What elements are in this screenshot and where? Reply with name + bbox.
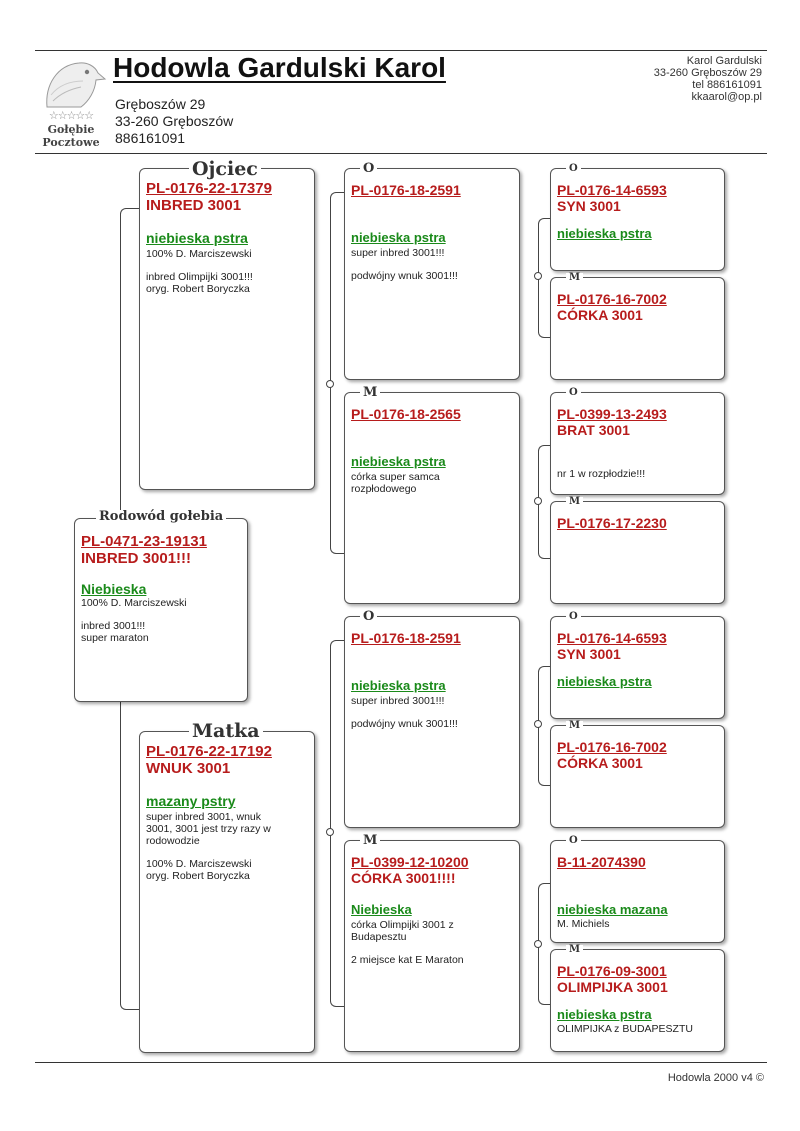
ring-number: B-11-2074390 <box>557 854 646 870</box>
pigeon-note: podwójny wnuk 3001!!! <box>351 718 458 730</box>
ring-number: PL-0176-16-7002 <box>557 739 667 755</box>
ring-number: PL-0176-17-2230 <box>557 515 667 531</box>
pigeon-name: CÓRKA 3001!!!! <box>351 870 456 886</box>
pigeon-name: INBRED 3001 <box>146 197 242 214</box>
contact-phone: tel 886161091 <box>692 79 762 91</box>
logo <box>35 55 107 147</box>
pigeon-note: M. Michiels <box>557 918 610 930</box>
address-line-1: Gręboszów 29 <box>115 96 206 112</box>
connector-knob <box>534 497 542 505</box>
pigeon-name <box>351 422 513 438</box>
ring-number: PL-0176-09-3001 <box>557 963 667 979</box>
connector-knob <box>534 720 542 728</box>
dam-label: M <box>566 273 583 283</box>
sire-label: O <box>360 610 377 623</box>
father-card <box>139 168 315 490</box>
dam-label: M <box>566 721 583 731</box>
connector-knob <box>326 828 334 836</box>
pigeon-note: 100% D. Marciszewski <box>146 248 252 260</box>
footer-credit: Hodowla 2000 v4 © <box>667 1072 764 1084</box>
page-title: Hodowla Gardulski Karol <box>113 52 446 83</box>
contact-block <box>654 55 762 103</box>
contact-name: Karol Gardulski <box>686 55 762 67</box>
sire-label: O <box>566 612 581 622</box>
pigeon-name: CÓRKA 3001 <box>557 307 643 323</box>
mother-card <box>139 731 315 1053</box>
ring-number: PL-0176-18-2591 <box>351 182 461 198</box>
ring-number: PL-0176-22-17379 <box>146 180 272 197</box>
dam-label: M <box>360 386 380 399</box>
logo-text-line1: Gołębie <box>47 123 95 136</box>
pigeon-name: INBRED 3001!!! <box>81 550 192 567</box>
connector-mother <box>330 640 345 1007</box>
connector-knob <box>534 272 542 280</box>
ring-number: PL-0176-14-6593 <box>557 182 667 198</box>
great-grandparent-card <box>550 277 725 380</box>
connector-knob <box>326 380 334 388</box>
pigeon-name: BRAT 3001 <box>557 422 630 438</box>
pigeon-name <box>351 198 513 214</box>
ring-number: PL-0399-13-2493 <box>557 406 667 422</box>
pigeon-name: SYN 3001 <box>557 198 621 214</box>
grandmother-maternal-card <box>344 840 520 1052</box>
mother-label: Matka <box>189 722 263 741</box>
logo-stars: ☆☆☆☆☆ <box>48 110 94 122</box>
address-line-2: 33-260 Gręboszów <box>115 113 234 129</box>
pigeon-color: niebieska mazana <box>557 902 668 917</box>
pigeon-name <box>351 646 513 662</box>
pigeon-color: niebieska pstra <box>351 454 446 469</box>
pigeon-color: niebieska pstra <box>557 226 652 241</box>
pigeon-color: niebieska pstra <box>557 674 652 689</box>
sire-label: O <box>360 162 377 175</box>
grandmother-paternal-card <box>344 392 520 604</box>
pigeon-note: 2 miejsce kat E Maraton <box>351 954 464 966</box>
dam-label: M <box>566 497 583 507</box>
dam-label: M <box>566 945 583 955</box>
ring-number: PL-0176-22-17192 <box>146 743 272 760</box>
great-grandparent-card <box>550 725 725 828</box>
pigeon-head-icon <box>35 55 107 113</box>
footer-rule <box>35 1062 767 1063</box>
ring-number: PL-0176-14-6593 <box>557 630 667 646</box>
pigeon-name: WNUK 3001 <box>146 760 231 777</box>
pigeon-name: SYN 3001 <box>557 646 621 662</box>
father-label: Ojciec <box>189 160 261 179</box>
sire-label: O <box>566 164 581 174</box>
great-grandparent-card <box>550 168 725 271</box>
pigeon-note: nr 1 w rozpłodzie!!! <box>557 468 646 480</box>
connector-knob <box>534 940 542 948</box>
great-grandparent-card <box>550 840 725 943</box>
pigeon-color: mazany pstry <box>146 793 236 809</box>
grandfather-paternal-card <box>344 168 520 380</box>
pigeon-color: Niebieska <box>81 581 147 597</box>
great-grandparent-card <box>550 949 725 1052</box>
pigeon-color: niebieska pstra <box>557 1007 652 1022</box>
ring-number: PL-0176-16-7002 <box>557 291 667 307</box>
logo-text-line2: Pocztowe <box>42 136 100 149</box>
pigeon-name: OLIMPIJKA 3001 <box>557 979 668 995</box>
sire-label: O <box>566 388 581 398</box>
pigeon-note: córka super samca rozpłodowego <box>351 471 440 495</box>
pigeon-name: CÓRKA 3001 <box>557 755 643 771</box>
ring-number: PL-0176-18-2591 <box>351 630 461 646</box>
great-grandparent-card <box>550 501 725 604</box>
sire-label: O <box>566 836 581 846</box>
pigeon-note: podwójny wnuk 3001!!! <box>351 270 458 282</box>
pigeon-note: super inbred 3001!!! <box>351 247 445 259</box>
pigeon-note: córka Olimpijki 3001 z Budapesztu <box>351 919 454 943</box>
pigeon-note: super inbred 3001, wnuk 3001, 3001 jest trzy razy w rodowodzie <box>146 811 271 847</box>
pigeon-color: niebieska pstra <box>146 230 248 246</box>
pigeon-color: niebieska pstra <box>351 678 446 693</box>
contact-address: 33-260 Gręboszów 29 <box>653 67 762 79</box>
ring-number: PL-0471-23-19131 <box>81 533 207 550</box>
great-grandparent-card <box>550 616 725 719</box>
pigeon-note: 100% D. Marciszewski oryg. Robert Boryczka <box>146 858 252 882</box>
main-pigeon-card <box>74 518 248 702</box>
pigeon-color: niebieska pstra <box>351 230 446 245</box>
connector-father <box>330 192 345 554</box>
pigeon-note: super inbred 3001!!! <box>351 695 445 707</box>
address-line-3: 886161091 <box>115 130 186 146</box>
pigeon-note: OLIMPIJKA z BUDAPESZTU <box>557 1023 693 1035</box>
header-top-rule <box>35 50 767 51</box>
pigeon-note: inbred Olimpijki 3001!!! oryg. Robert Boryczka <box>146 271 253 295</box>
pigeon-color: Niebieska <box>351 902 412 917</box>
contact-email: kkaarol@op.pl <box>691 91 762 103</box>
great-grandparent-card <box>550 392 725 495</box>
ring-number: PL-0399-12-10200 <box>351 854 469 870</box>
pigeon-note: 100% D. Marciszewski <box>81 597 187 609</box>
header-bottom-rule <box>35 153 767 154</box>
dam-label: M <box>360 834 380 847</box>
grandfather-maternal-card <box>344 616 520 828</box>
main-pigeon-label: Rodowód gołebia <box>96 510 226 523</box>
pigeon-name <box>557 870 718 886</box>
pigeon-note: inbred 3001!!! super maraton <box>81 620 149 644</box>
ring-number: PL-0176-18-2565 <box>351 406 461 422</box>
